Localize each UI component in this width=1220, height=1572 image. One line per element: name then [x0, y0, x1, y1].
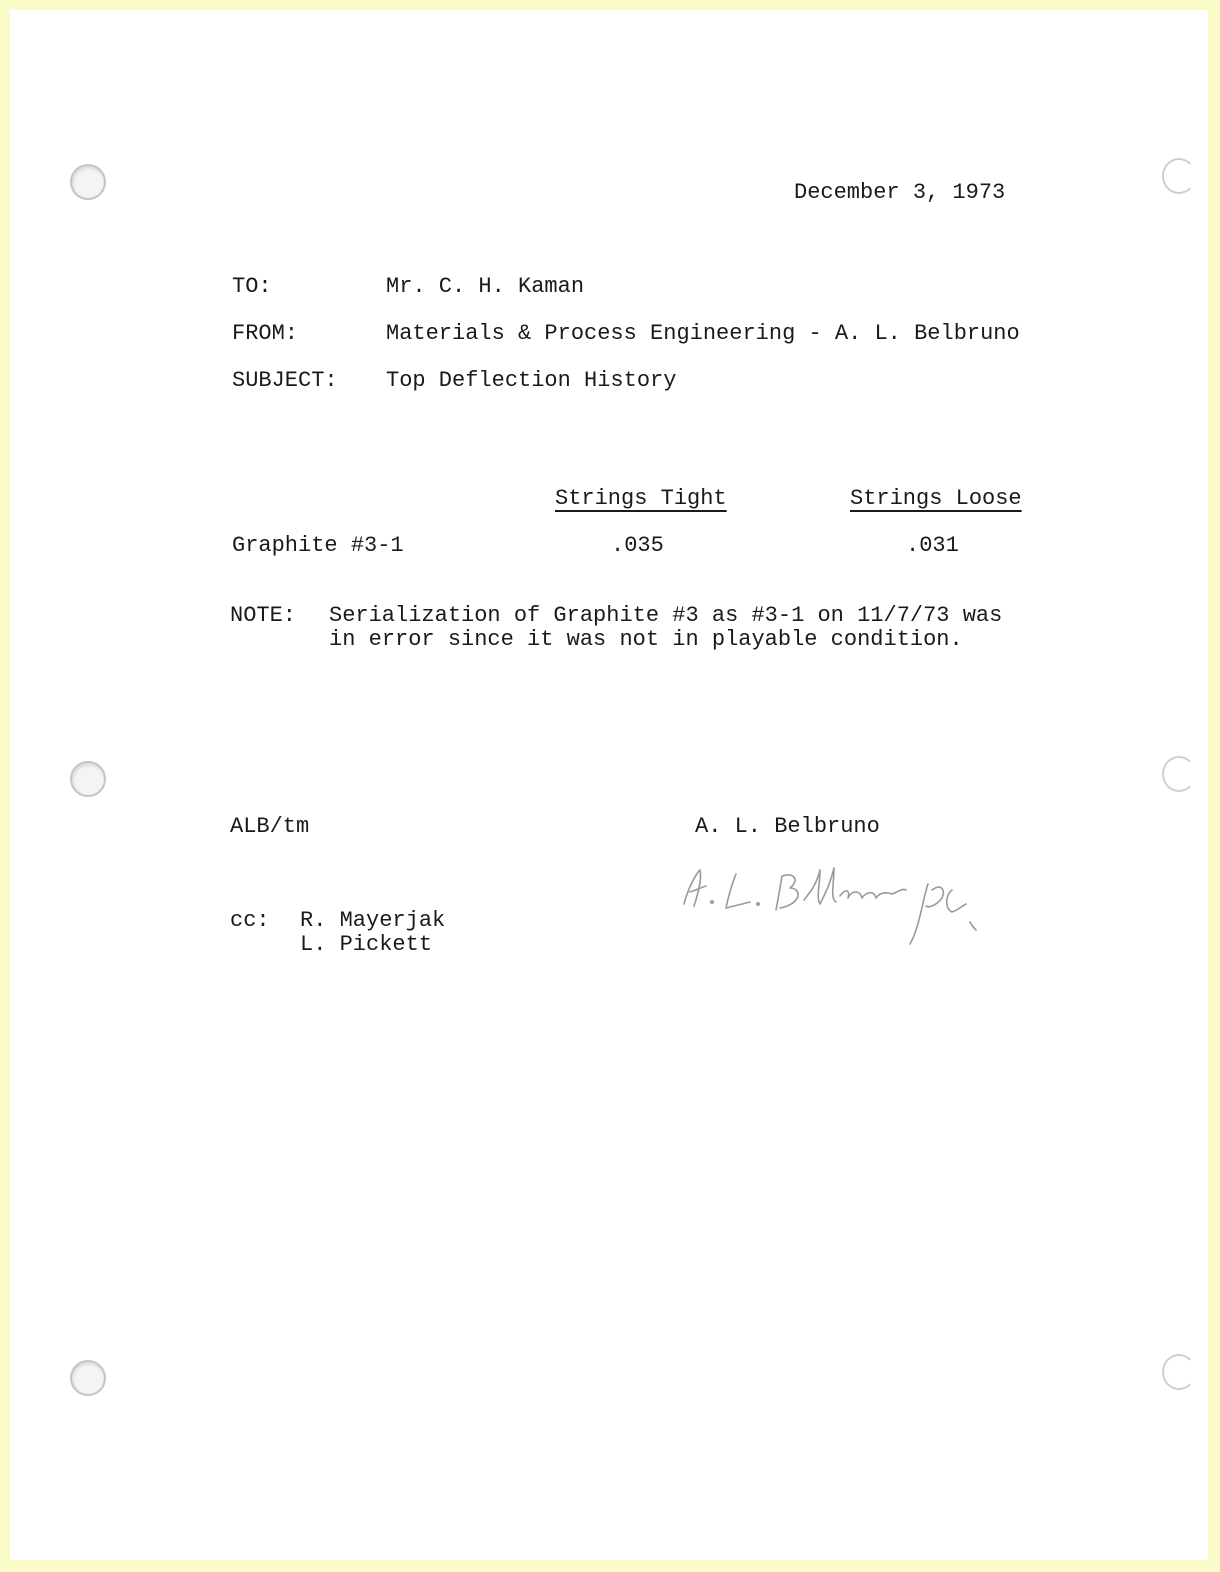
column-header-strings-tight: Strings Tight: [555, 486, 727, 511]
table-cell-tight: .035: [611, 533, 664, 558]
signer-name: A. L. Belbruno: [695, 814, 880, 839]
column-header-strings-loose: Strings Loose: [850, 486, 1022, 511]
binder-hole-left-top: [70, 164, 106, 200]
binder-hole-right-top: [1162, 158, 1196, 194]
from-label: FROM:: [232, 321, 299, 346]
cc-name-1: R. Mayerjak: [300, 908, 446, 933]
table-cell-loose: .031: [906, 533, 959, 558]
subject-value: Top Deflection History: [386, 368, 677, 393]
memo-page: [10, 10, 1208, 1560]
to-value: Mr. C. H. Kaman: [386, 274, 585, 299]
note-line-2: in error since it was not in playable condition.: [329, 627, 963, 652]
binder-hole-right-middle: [1162, 756, 1196, 792]
note-label: NOTE:: [230, 603, 297, 628]
table-row-label: Graphite #3-1: [232, 533, 404, 558]
binder-hole-left-bottom: [70, 1360, 106, 1396]
cc-label: cc:: [230, 908, 270, 933]
memo-date: December 3, 1973: [794, 180, 1006, 205]
handwritten-signature: [670, 848, 1000, 958]
binder-hole-right-bottom: [1162, 1354, 1196, 1390]
cc-name-2: L. Pickett: [300, 932, 433, 957]
to-label: TO:: [232, 274, 272, 299]
typist-initials: ALB/tm: [230, 814, 310, 839]
note-line-1: Serialization of Graphite #3 as #3-1 on 11/7/73 was: [329, 603, 1003, 628]
binder-hole-left-middle: [70, 761, 106, 797]
from-value: Materials & Process Engineering - A. L. Belbruno: [386, 321, 1020, 346]
subject-label: SUBJECT:: [232, 368, 338, 393]
